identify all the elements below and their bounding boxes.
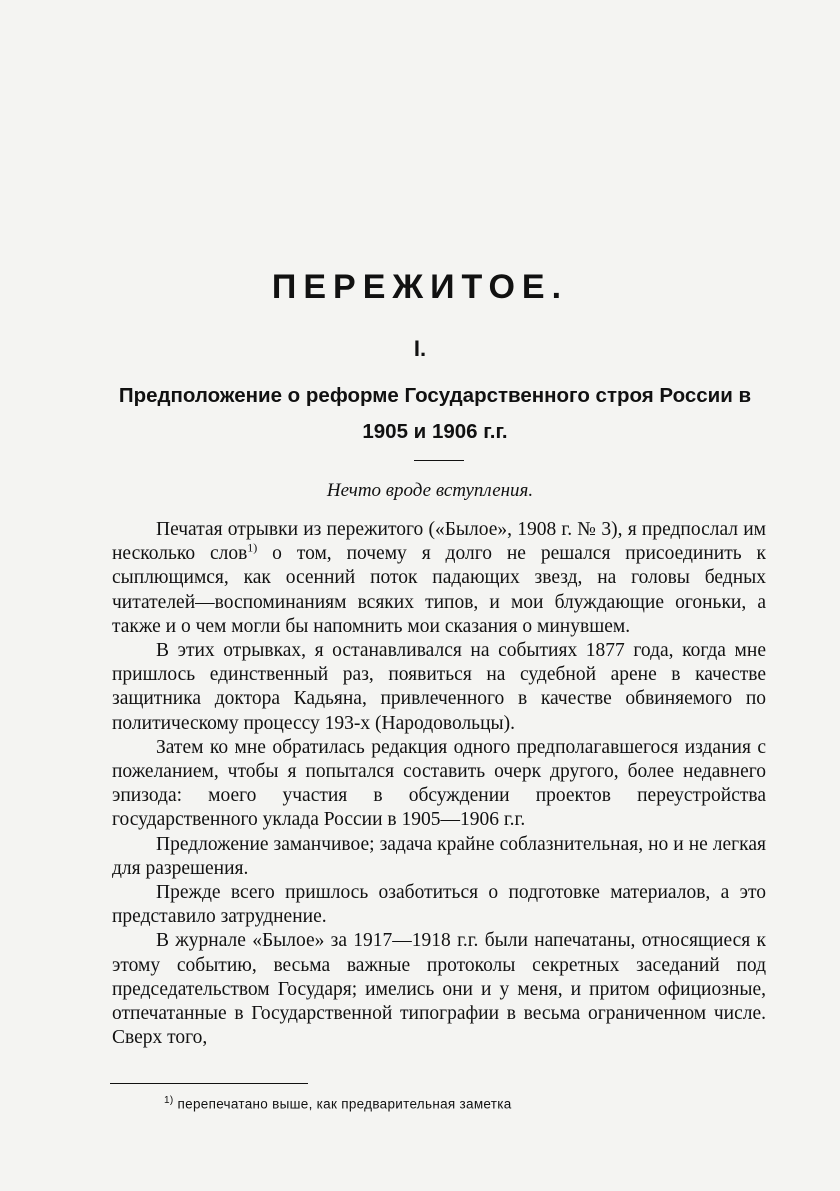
body-text [112, 518, 766, 1050]
footnote [164, 1095, 724, 1112]
paragraph-6: В журнале «Былое» за 1917—1918 г.г. были напечатаны, относящиеся к этому событию, весьма важные протоколы секретных заседаний под председательством Государя; имелись они и у меня, и притом официозные, отпечатанные в Государственной типографии в весьма ограниченном числе. Сверх того, [112, 930, 766, 1049]
footnote-marker: 1) [164, 1095, 174, 1106]
chapter-subtitle: Нечто вроде вступления. [326, 480, 534, 501]
footnote-text: перепечатано выше, как предварительная заметка [173, 1096, 512, 1112]
page-title: ПЕРЕЖИТОЕ. [271, 268, 569, 306]
chapter-title: Предположение о реформе Государственного строя России в 1905 и 1906 г.г. [118, 384, 752, 443]
paragraph-1-end: о том, почему я долго не решался присоединить к сыплющимся, как осенний поток падающих звезд, на головы бедных читателей—воспоминаниям всяких типов, и мои блуждающие огоньки, а также и о чем могли бы напомнить мои сказания о минувшем. [112, 543, 766, 637]
paragraph-2: В этих отрывках, я останавливался на событиях 1877 года, когда мне пришлось единственный раз, появиться на судебной арене в качестве защитника доктора Кадьяна, привлеченного в качестве обвиняемого по политическому процессу 193-х (Народовольцы). [112, 640, 766, 734]
footnote-reference: 1) [247, 540, 258, 555]
footnote-divider [110, 1083, 308, 1084]
paragraph-5: Прежде всего пришлось озаботиться о подготовке материалов, а это представило затруднение. [112, 882, 766, 928]
paragraph-4: Предложение заманчивое; задача крайне соблазнительная, но и не легкая для разрешения. [112, 833, 766, 879]
paragraph-1 [112, 518, 766, 639]
title-divider [414, 460, 464, 461]
paragraph-1-start: Печатая отрывки из пережитого («Былое», 1908 г. № 3), я предпослал им несколько слов [112, 519, 766, 565]
paragraph-3: Затем ко мне обратилась редакция одного предполагавшегося издания с пожеланием, чтобы я попытался составить очерк другого, более недавнего эпизода: моего участия в обсуждении проектов переустройства государственного уклада России в 1905—1906 г.г. [112, 736, 766, 831]
chapter-number: I. [413, 336, 427, 361]
